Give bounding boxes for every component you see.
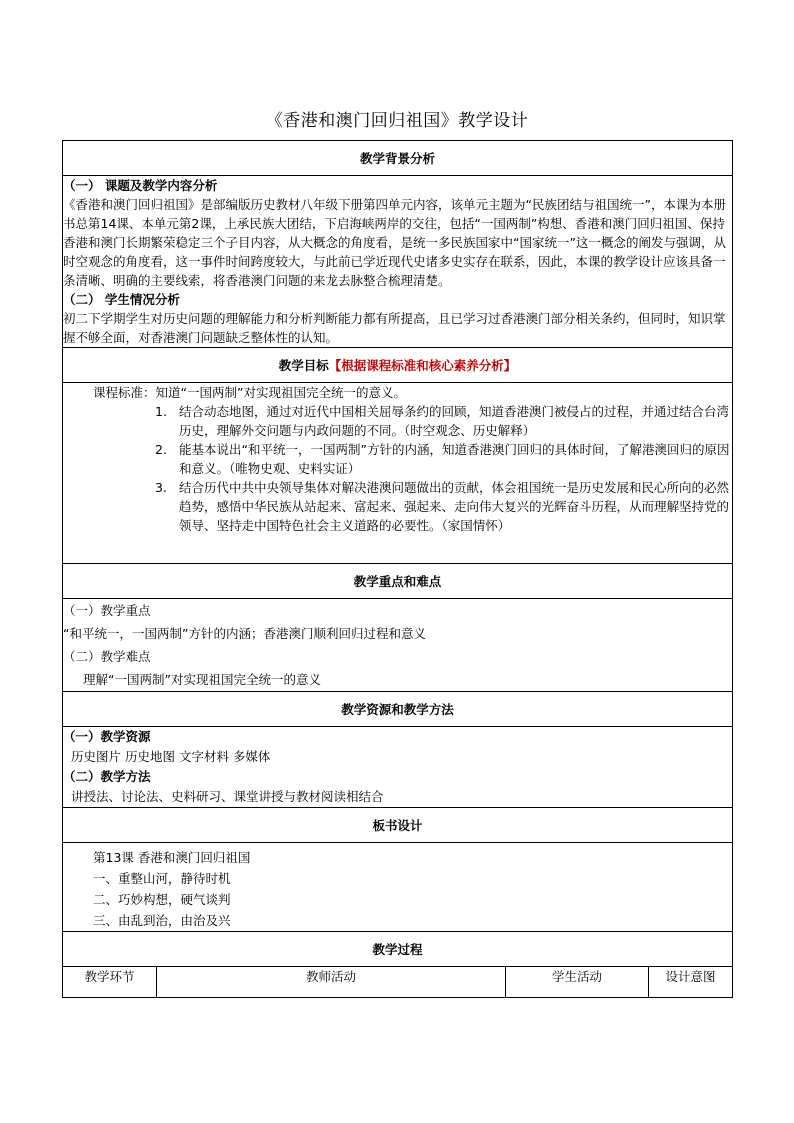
curriculum-standard: 课程标准：知道“一国两制”对实现祖国完全统一的意义。: [93, 385, 406, 400]
background-subheading-students: （二） 学生情况分析: [63, 292, 180, 307]
resources-methods-text: 讲授法、讨论法、史料研习、课堂讲授与教材阅读相结合: [71, 789, 384, 804]
background-content: [63, 176, 733, 348]
goals-content: [63, 383, 733, 564]
section-heading-process: 教学过程: [63, 932, 733, 967]
goal-item: 3. 结合历代中共中央领导集体对解决港澳问题做出的贡献，体会祖国统一是历史发展和民心所向的必然趋势，感悟中华民族从站起来、富起来、强起来、走向伟大复兴的光辉奋斗历程，从而理解坚持党的领导、坚持走中国特色社会主义道路的必要性。（家国情怀）: [155, 480, 730, 533]
background-subheading-content: （一） 课题及教学内容分析: [63, 178, 218, 193]
keypoints-difficulty-text: 理解“一国两制”对实现祖国完全统一的意义: [83, 672, 321, 687]
background-paragraph-content: 《香港和澳门回归祖国》是部编版历史教材八年级下册第四单元内容，该单元主题为“民族团结与祖国统一”，本课为本册书总第14课、本单元第2课，上承民族大团结，下启海峡两岸的交往，包括“一国两制”构想、香港和澳门回归祖国、保持香港和澳门长期繁荣稳定三个子目内容，从大概念的角度看，是统一多民族国家中“国家统一”这一概念的阐发与强调，从时空观念的角度看，这一事件时间跨度较大，与此前已学近现代史诸多史实存在联系，因此，本课的教学设计应该具备一条清晰、明确的主要线索，将香港澳门问题的来龙去脉整合梳理清楚。: [63, 197, 726, 288]
keypoints-subheading-difficulty: （二）教学难点: [63, 649, 151, 664]
section-heading-resources: 教学资源和教学方法: [63, 692, 733, 727]
board-line: 三、由乱到治，由治及兴: [93, 913, 231, 928]
section-heading-goals: [63, 348, 733, 383]
resources-subheading-methods: （二）教学方法: [63, 769, 151, 784]
keypoints-subheading-focus: （一）教学重点: [63, 603, 151, 618]
lesson-plan-table: [62, 140, 733, 998]
keypoints-focus-text: “和平统一，一国两制”方针的内涵；香港澳门顺利回归过程和意义: [63, 626, 426, 641]
section-heading-background: 教学背景分析: [63, 141, 733, 176]
goals-heading-note: 【根据课程标准和核心素养分析】: [328, 358, 517, 373]
resources-materials-text: 历史图片 历史地图 文字材料 多媒体: [71, 749, 271, 764]
board-content: [63, 843, 733, 932]
section-heading-keypoints: 教学重点和难点: [63, 564, 733, 599]
board-line: 一、重整山河，静待时机: [93, 871, 231, 886]
board-line: 第13课 香港和澳门回归祖国: [93, 850, 251, 865]
process-column-stage: 教学环节: [63, 967, 157, 998]
process-column-intent: 设计意图: [649, 967, 733, 998]
background-paragraph-students: 初二下学期学生对历史问题的理解能力和分析判断能力都有所提高，且已学习过香港澳门部分相关条约，但同时，知识掌握不够全面，对香港澳门问题缺乏整体性的认知。: [63, 311, 726, 345]
goal-item: 2. 能基本说出“和平统一，一国两制”方针的内涵，知道香港澳门回归的具体时间，了解港澳回归的原因和意义。（唯物史观、史料实证）: [155, 442, 730, 476]
process-column-teacher: 教师活动: [157, 967, 506, 998]
board-line: 二、巧妙构想，硬气谈判: [93, 892, 231, 907]
document-title: 《香港和澳门回归祖国》教学设计: [265, 111, 529, 131]
process-column-student: 学生活动: [506, 967, 649, 998]
section-heading-board: 板书设计: [63, 808, 733, 843]
resources-subheading-materials: （一）教学资源: [63, 729, 151, 744]
goals-heading-label: 教学目标: [278, 358, 329, 373]
goal-item: 1. 结合动态地图，通过对近代中国相关屈辱条约的回顾，知道香港澳门被侵占的过程，并通过结合台湾历史，理解外交问题与内政问题的不同。（时空观念、历史解释）: [155, 404, 730, 438]
goals-list: [63, 402, 732, 535]
resources-content: [63, 727, 733, 808]
keypoints-content: [63, 599, 733, 692]
